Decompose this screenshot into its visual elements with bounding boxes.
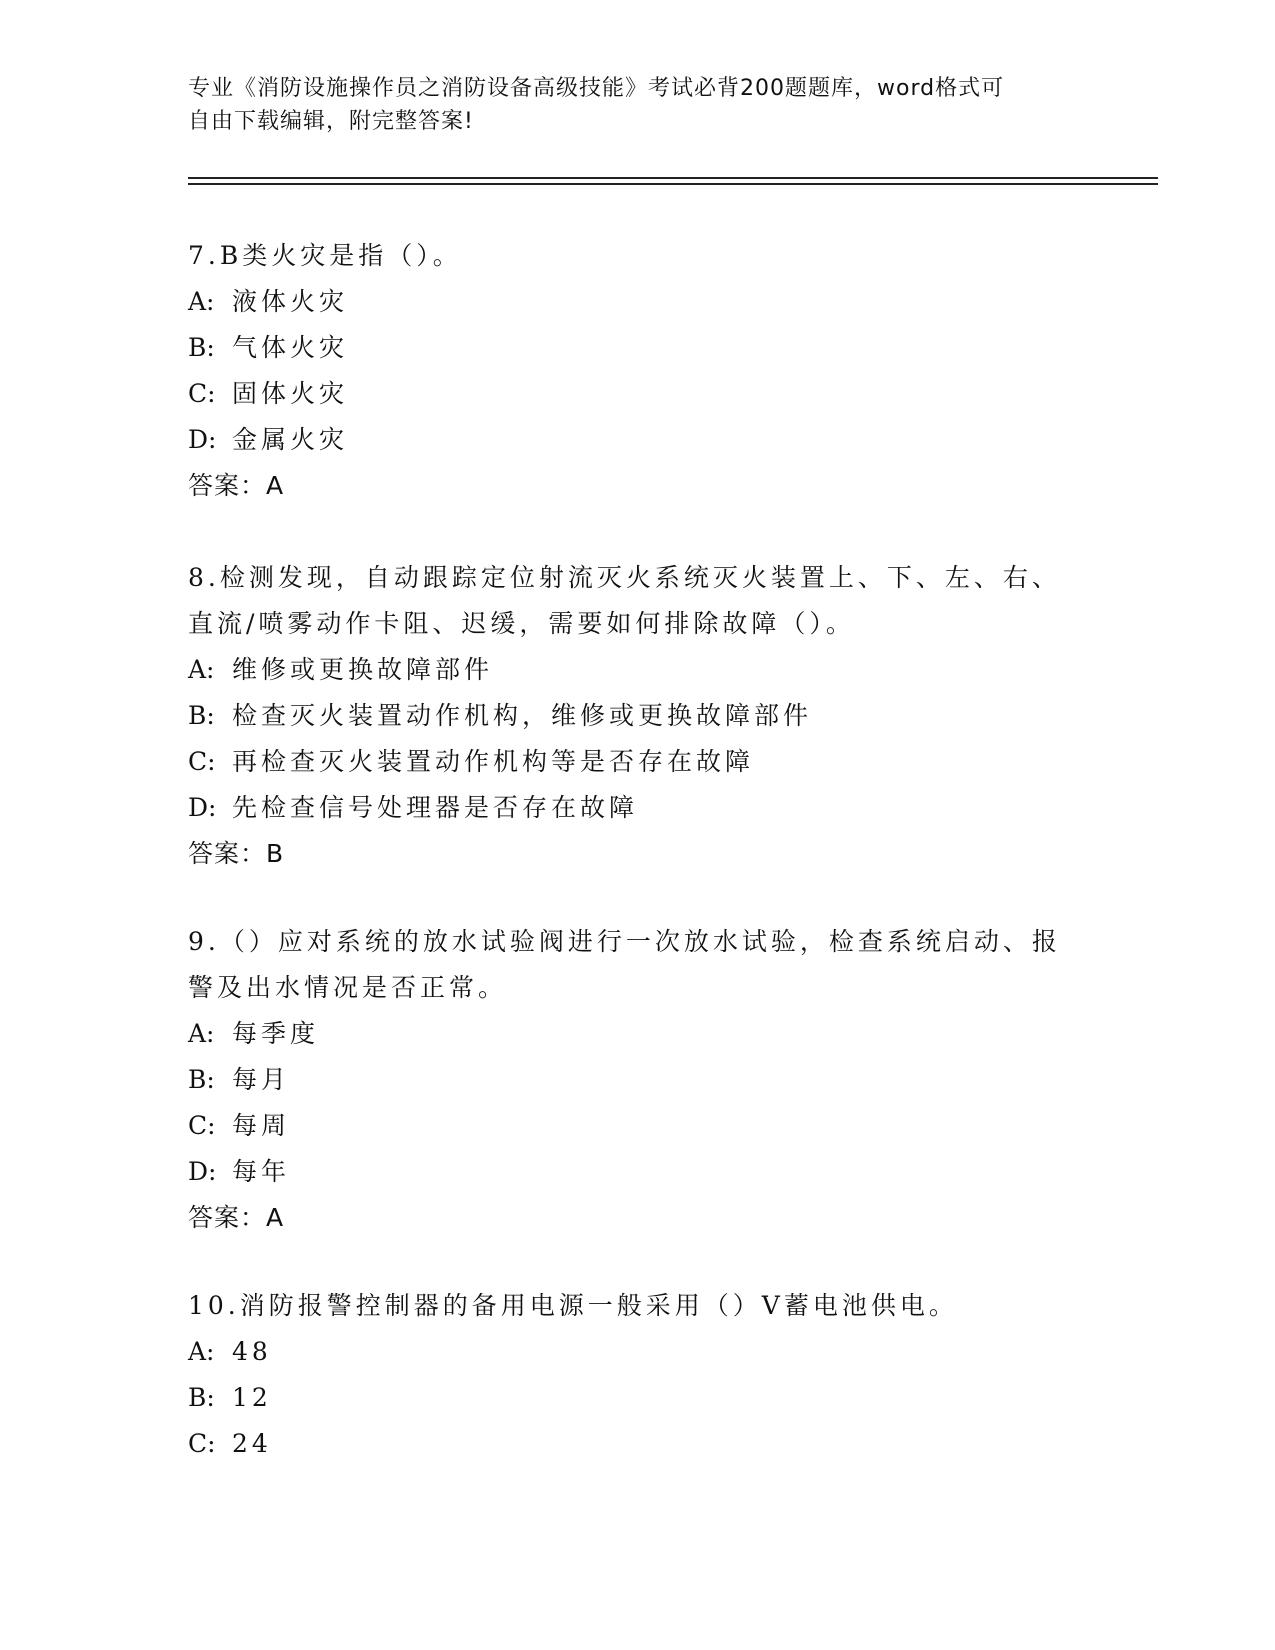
option-letter: A: [188,655,215,684]
option-c [188,1421,1088,1467]
option-c [188,1103,1088,1149]
answer: 答案：B [188,839,285,868]
option-text: 固体火灾 [232,379,349,408]
option-b [188,1057,1088,1103]
answer: 答案：A [188,1203,285,1232]
option-d [188,785,1088,831]
header-line-1: 专业《消防设施操作员之消防设备高级技能》考试必背200题题库，word格式可 [188,76,1005,101]
question-9 [188,919,1088,1241]
answer: 答案：A [188,471,285,500]
header-divider-bottom [188,183,1158,185]
option-text: 再检查灭火装置动作机构等是否存在故障 [232,747,755,776]
question-text-continued: 直流/喷雾动作卡阻、迟缓，需要如何排除故障（）。 [188,609,855,638]
option-a [188,1329,1088,1375]
option-b [188,1375,1088,1421]
question-text: 8.检测发现，自动跟踪定位射流灭火系统灭火装置上、下、左、右、 [188,563,1061,592]
option-letter: A: [188,287,215,316]
option-letter: A: [188,1337,215,1366]
question-8 [188,555,1088,877]
option-letter: B: [188,701,215,730]
question-7 [188,233,1088,509]
header-divider-top [188,177,1158,179]
option-d [188,1149,1088,1195]
option-a [188,1011,1088,1057]
option-letter: C: [188,1111,216,1140]
option-letter: D: [188,793,217,822]
option-letter: D: [188,425,217,454]
option-letter: C: [188,747,216,776]
option-a [188,647,1088,693]
option-b [188,325,1088,371]
option-text: 每年 [232,1157,291,1186]
option-text: 每月 [232,1065,291,1094]
option-letter: B: [188,333,215,362]
option-letter: B: [188,1065,215,1094]
option-text: 气体火灾 [232,333,349,362]
question-text: 10.消防报警控制器的备用电源一般采用（）V蓄电池供电。 [188,1291,958,1320]
option-letter: A: [188,1019,215,1048]
option-text: 检查灭火装置动作机构，维修或更换故障部件 [232,701,813,730]
option-text: 液体火灾 [232,287,349,316]
option-c [188,739,1088,785]
option-text: 金属火灾 [232,425,349,454]
option-a [188,279,1088,325]
header-line-2: 自由下载编辑，附完整答案! [188,109,474,134]
option-c [188,371,1088,417]
option-d [188,417,1088,463]
question-text: 7.B类火灾是指（）。 [188,241,462,270]
option-text: 维修或更换故障部件 [232,655,494,684]
option-text: 48 [232,1337,272,1366]
option-letter: B: [188,1383,215,1412]
document-header [188,72,1068,138]
question-text-continued: 警及出水情况是否正常。 [188,973,508,1002]
question-10 [188,1283,1088,1467]
question-text: 9.（）应对系统的放水试验阀进行一次放水试验，检查系统启动、报 [188,927,1061,956]
option-text: 每周 [232,1111,291,1140]
option-text: 先检查信号处理器是否存在故障 [232,793,639,822]
option-letter: C: [188,1429,216,1458]
option-b [188,693,1088,739]
option-letter: D: [188,1157,217,1186]
option-text: 12 [232,1383,272,1412]
option-text: 24 [232,1429,272,1458]
option-letter: C: [188,379,216,408]
option-text: 每季度 [232,1019,320,1048]
